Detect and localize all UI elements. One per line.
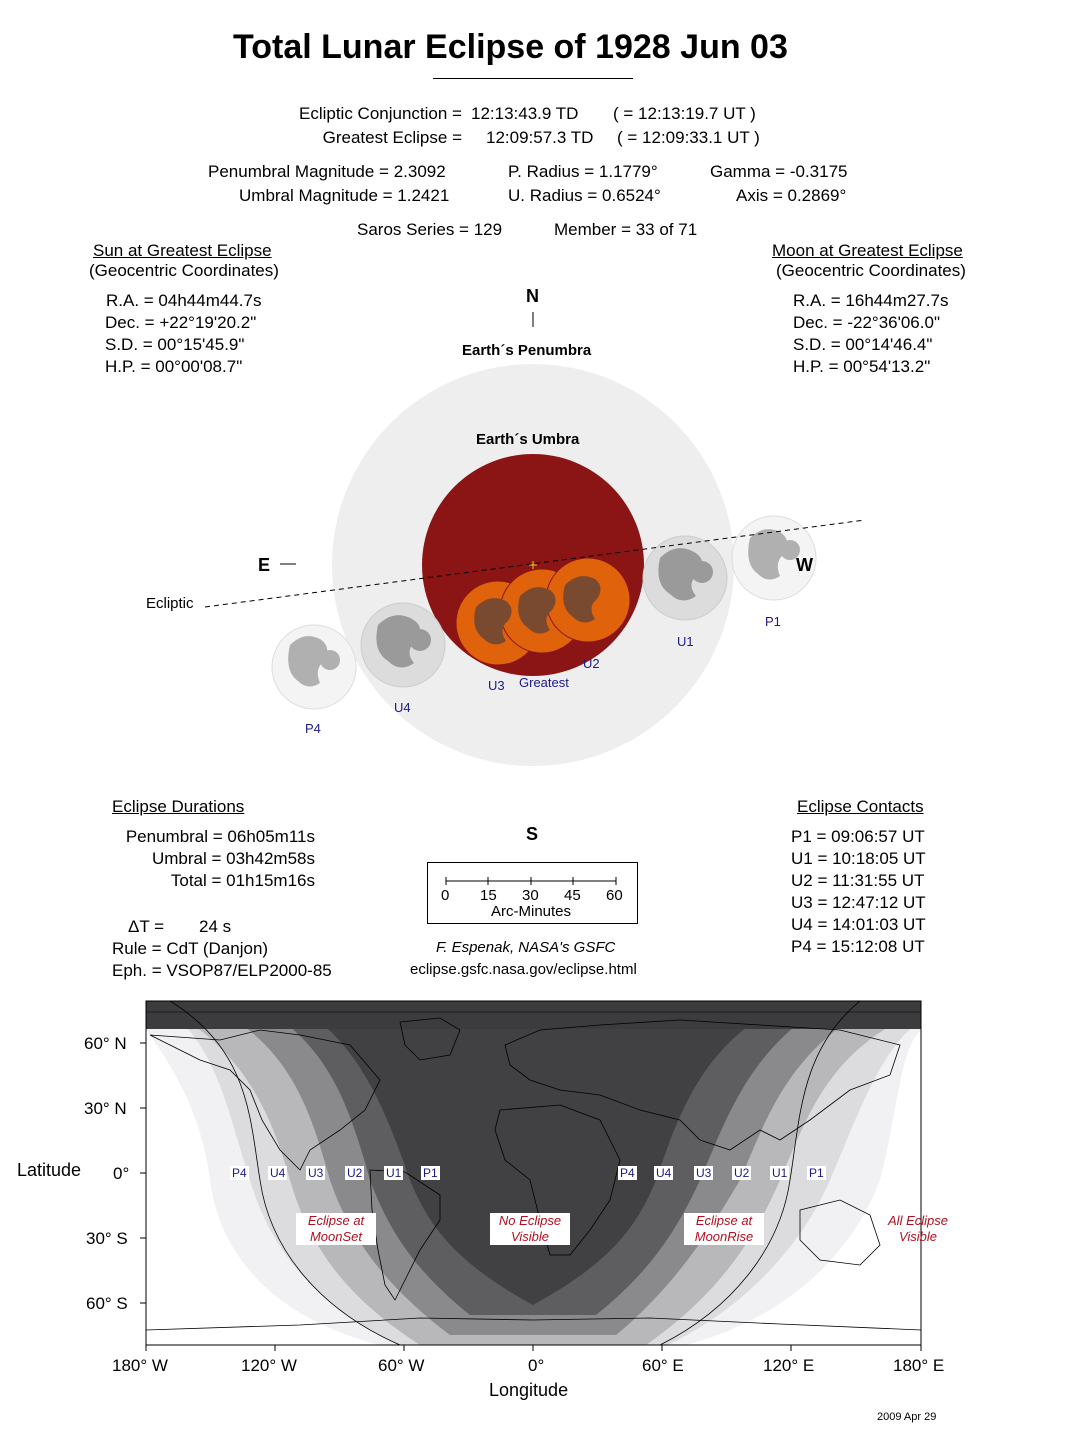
north-label: N bbox=[526, 286, 539, 306]
region-no-eclipse bbox=[490, 1213, 570, 1245]
lat-tick-0: 0° bbox=[113, 1164, 130, 1183]
sun-heading: Sun at Greatest Eclipse bbox=[93, 241, 272, 260]
duration-penumbral: Penumbral = 06h05m11s bbox=[125, 827, 315, 846]
south-label: S bbox=[526, 824, 539, 844]
contact-u2: U2 = 11:31:55 UT bbox=[791, 871, 925, 890]
region-no-eclipse-line2: Visible bbox=[510, 1229, 550, 1244]
region-all-visible bbox=[876, 1213, 960, 1245]
label-u3: U3 bbox=[488, 678, 505, 693]
lon-tick-0: 0° bbox=[528, 1356, 545, 1375]
ephemeris: Eph. = VSOP87/ELP2000-85 bbox=[112, 961, 332, 980]
conjunction-ut: ( = 12:13:19.7 UT ) bbox=[613, 104, 756, 123]
map-label-p1-west: P1 bbox=[423, 1166, 438, 1180]
lon-tick-60e: 60° E bbox=[642, 1356, 684, 1375]
map-label-u3-east: U3 bbox=[696, 1166, 712, 1180]
contact-p4: P4 = 15:12:08 UT bbox=[791, 937, 925, 956]
page-title: Total Lunar Eclipse of 1928 Jun 03 bbox=[233, 28, 788, 66]
map-label-u2-west: U2 bbox=[347, 1166, 363, 1180]
map-label-u4-west: U4 bbox=[270, 1166, 286, 1180]
longitude-title: Longitude bbox=[489, 1380, 569, 1400]
region-moonrise-line2: MoonRise bbox=[694, 1229, 754, 1244]
label-p1: P1 bbox=[765, 614, 781, 629]
region-moonset bbox=[296, 1213, 376, 1245]
p-radius: P. Radius = 1.1779° bbox=[508, 162, 658, 181]
moon-dec: Dec. = -22°36'06.0" bbox=[793, 313, 940, 332]
credit-url[interactable]: eclipse.gsfc.nasa.gov/eclipse.html bbox=[410, 961, 637, 978]
scale-tick-0: 0 bbox=[441, 887, 450, 904]
duration-total: Total = 01h15m16s bbox=[170, 871, 315, 890]
scale-tick-45: 45 bbox=[564, 887, 581, 904]
map-label-u2-east: U2 bbox=[734, 1166, 750, 1180]
latitude-title: Latitude bbox=[17, 1160, 82, 1180]
contact-u1: U1 = 10:18:05 UT bbox=[791, 849, 926, 868]
lon-tick-60w: 60° W bbox=[378, 1356, 425, 1375]
contacts-heading: Eclipse Contacts bbox=[797, 797, 924, 816]
map-label-p1-east: P1 bbox=[809, 1166, 824, 1180]
umbra-label: Earth´s Umbra bbox=[476, 431, 580, 448]
moon-hp: H.P. = 00°54'13.2" bbox=[793, 357, 931, 376]
gamma: Gamma = -0.3175 bbox=[710, 162, 848, 181]
durations-heading: Eclipse Durations bbox=[112, 797, 245, 816]
moon-ra: R.A. = 16h44m27.7s bbox=[793, 291, 949, 310]
axis: Axis = 0.2869° bbox=[736, 186, 847, 205]
moon-heading: Moon at Greatest Eclipse bbox=[772, 241, 963, 260]
u-radius: U. Radius = 0.6524° bbox=[508, 186, 661, 205]
greatest-label: Greatest Eclipse = bbox=[322, 128, 462, 147]
lat-tick-30n: 30° N bbox=[84, 1099, 127, 1118]
scale-tick-15: 15 bbox=[480, 887, 497, 904]
delta-t-value: 24 s bbox=[199, 917, 232, 936]
contact-p1: P1 = 09:06:57 UT bbox=[791, 827, 925, 846]
scale-tick-30: 30 bbox=[522, 887, 539, 904]
map-label-u3-west: U3 bbox=[308, 1166, 324, 1180]
map-label-u1-east: U1 bbox=[772, 1166, 788, 1180]
danjon-rule: Rule = CdT (Danjon) bbox=[112, 939, 269, 958]
moon-sd: S.D. = 00°14'46.4" bbox=[793, 335, 933, 354]
map-label-u1-west: U1 bbox=[386, 1166, 402, 1180]
region-moonset-line2: MoonSet bbox=[309, 1229, 363, 1244]
lon-tick-180e: 180° E bbox=[893, 1356, 945, 1375]
region-all-line1: All Eclipse bbox=[888, 1213, 948, 1228]
scale-tick-60: 60 bbox=[606, 887, 623, 904]
sun-dec: Dec. = +22°19'20.2" bbox=[105, 313, 257, 332]
umbral-magnitude: Umbral Magnitude = 1.2421 bbox=[239, 186, 450, 205]
penumbra-label: Earth´s Penumbra bbox=[462, 342, 592, 359]
sun-ra: R.A. = 04h44m44.7s bbox=[106, 291, 262, 310]
contact-u4: U4 = 14:01:03 UT bbox=[791, 915, 926, 934]
date-stamp: 2009 Apr 29 bbox=[877, 1411, 937, 1423]
lon-tick-180w: 180° W bbox=[112, 1356, 168, 1375]
ecliptic-label: Ecliptic bbox=[146, 595, 194, 612]
delta-t-label: ΔT = bbox=[128, 917, 165, 936]
label-u4: U4 bbox=[394, 700, 411, 715]
region-moonset-line1: Eclipse at bbox=[307, 1213, 365, 1228]
contact-u3: U3 = 12:47:12 UT bbox=[791, 893, 926, 912]
label-p4: P4 bbox=[305, 721, 321, 736]
lon-tick-120w: 120° W bbox=[241, 1356, 297, 1375]
greatest-ut: ( = 12:09:33.1 UT ) bbox=[617, 128, 760, 147]
saros-series: Saros Series = 129 bbox=[357, 220, 503, 239]
map-label-u4-east: U4 bbox=[656, 1166, 672, 1180]
sun-sd: S.D. = 00°15'45.9" bbox=[105, 335, 245, 354]
region-no-eclipse-line1: No Eclipse bbox=[498, 1213, 562, 1228]
sun-hp: H.P. = 00°00'08.7" bbox=[105, 357, 243, 376]
label-greatest: Greatest bbox=[519, 675, 569, 690]
greatest-td: 12:09:57.3 TD bbox=[486, 128, 594, 147]
scale-label: Arc-Minutes bbox=[491, 903, 572, 920]
penumbral-magnitude: Penumbral Magnitude = 2.3092 bbox=[208, 162, 446, 181]
region-all-line2: Visible bbox=[898, 1229, 938, 1244]
credit-author: F. Espenak, NASA's GSFC bbox=[436, 939, 616, 956]
region-moonrise-line1: Eclipse at bbox=[695, 1213, 753, 1228]
lat-tick-60s: 60° S bbox=[86, 1294, 128, 1313]
west-label: W bbox=[796, 555, 813, 575]
lat-tick-60n: 60° N bbox=[84, 1034, 127, 1053]
moon-subheading: (Geocentric Coordinates) bbox=[776, 261, 966, 280]
conjunction-label: Ecliptic Conjunction = bbox=[298, 104, 462, 123]
label-u1: U1 bbox=[677, 634, 694, 649]
saros-member: Member = 33 of 71 bbox=[554, 220, 698, 239]
duration-umbral: Umbral = 03h42m58s bbox=[151, 849, 315, 868]
label-u2: U2 bbox=[583, 656, 600, 671]
map-label-p4-west: P4 bbox=[232, 1166, 247, 1180]
region-moonrise bbox=[684, 1213, 764, 1245]
east-label: E bbox=[258, 555, 271, 575]
conjunction-td: 12:13:43.9 TD bbox=[471, 104, 579, 123]
sun-subheading: (Geocentric Coordinates) bbox=[89, 261, 279, 280]
lat-tick-30s: 30° S bbox=[86, 1229, 128, 1248]
map-label-p4-east: P4 bbox=[620, 1166, 635, 1180]
lon-tick-120e: 120° E bbox=[763, 1356, 815, 1375]
